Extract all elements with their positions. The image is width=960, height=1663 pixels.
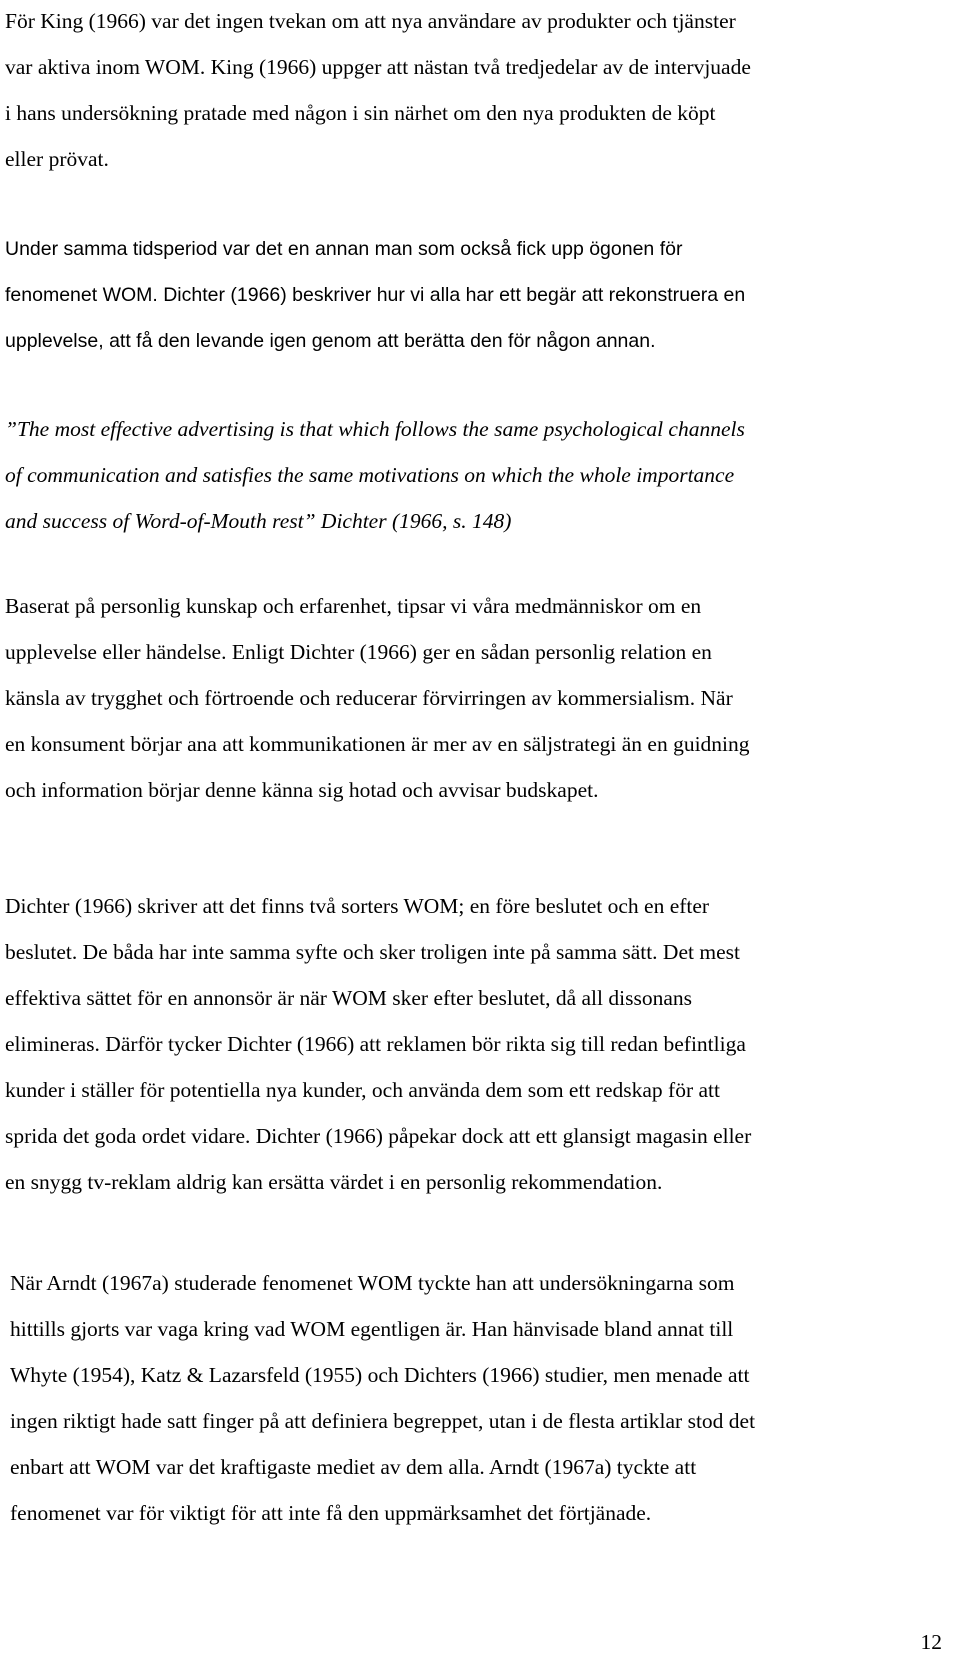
text-line: Dichter (1966) skriver att det finns två sorters WOM; en före beslutet och en efter <box>5 894 710 918</box>
text-line: eller prövat. <box>5 147 109 171</box>
text-line: i hans undersökning pratade med någon i sin närhet om den nya produkten de köpt <box>5 101 716 125</box>
text-line: en konsument börjar ana att kommunikationen är mer av en säljstrategi än en guidning <box>5 732 750 756</box>
text-line: beslutet. De båda har inte samma syfte och sker troligen inte på samma sätt. Det mest <box>5 940 740 964</box>
text-line: hittills gjorts var vaga kring vad WOM egentligen är. Han hänvisade bland annat till <box>10 1317 734 1341</box>
page-number: 12 <box>920 1630 942 1654</box>
text-line: och information börjar denne känna sig hotad och avvisar budskapet. <box>5 778 599 802</box>
text-line: Whyte (1954), Katz & Lazarsfeld (1955) och Dichters (1966) studier, men menade att <box>10 1363 750 1387</box>
text-line: effektiva sättet för en annonsör är när WOM sker efter beslutet, då all dissonans <box>5 986 692 1010</box>
block-quote <box>5 406 925 544</box>
text-line: upplevelse, att få den levande igen genom att berätta den för någon annan. <box>5 330 656 352</box>
quote-line: of communication and satisfies the same motivations on which the whole importance <box>5 463 735 487</box>
text-line: ingen riktigt hade satt finger på att definiera begreppet, utan i de flesta artiklar stod det <box>10 1409 756 1433</box>
text-line: elimineras. Därför tycker Dichter (1966) att reklamen bör rikta sig till redan befintliga <box>5 1032 746 1056</box>
paragraph-personal-knowledge <box>5 583 925 813</box>
text-line: kunder i ställer för potentiella nya kunder, och använda dem som ett redskap för att <box>5 1078 720 1102</box>
paragraph-king-1966 <box>5 0 925 182</box>
text-line: var aktiva inom WOM. King (1966) uppger att nästan två tredjedelar av de intervjuade <box>5 55 751 79</box>
text-line: sprida det goda ordet vidare. Dichter (1966) påpekar dock att ett glansigt magasin eller <box>5 1124 752 1148</box>
quote-line: and success of Word-of-Mouth rest” Dichter (1966, s. 148) <box>5 509 512 533</box>
text-line: fenomenet var för viktigt för att inte få den uppmärksamhet det förtjänade. <box>10 1501 652 1525</box>
text-line: fenomenet WOM. Dichter (1966) beskriver hur vi alla har ett begär att rekonstruera en <box>5 284 746 306</box>
paragraph-two-kinds-of-wom <box>5 883 925 1205</box>
text-line: När Arndt (1967a) studerade fenomenet WOM tyckte han att undersökningarna som <box>10 1271 735 1295</box>
text-line: För King (1966) var det ingen tvekan om att nya användare av produkter och tjänster <box>5 9 736 33</box>
text-line: känsla av trygghet och förtroende och reducerar förvirringen av kommersialism. När <box>5 686 733 710</box>
text-line: upplevelse eller händelse. Enligt Dichter (1966) ger en sådan personlig relation en <box>5 640 712 664</box>
paragraph-arndt-1967a <box>10 1260 930 1536</box>
text-line: Baserat på personlig kunskap och erfarenhet, tipsar vi våra medmänniskor om en <box>5 594 702 618</box>
text-line: Under samma tidsperiod var det en annan man som också fick upp ögonen för <box>5 238 683 260</box>
paragraph-dichter-intro <box>5 226 925 364</box>
text-line: en snygg tv-reklam aldrig kan ersätta värdet i en personlig rekommendation. <box>5 1170 663 1194</box>
quote-line: ”The most effective advertising is that which follows the same psychological channels <box>5 417 745 441</box>
text-line: enbart att WOM var det kraftigaste mediet av dem alla. Arndt (1967a) tyckte att <box>10 1455 697 1479</box>
